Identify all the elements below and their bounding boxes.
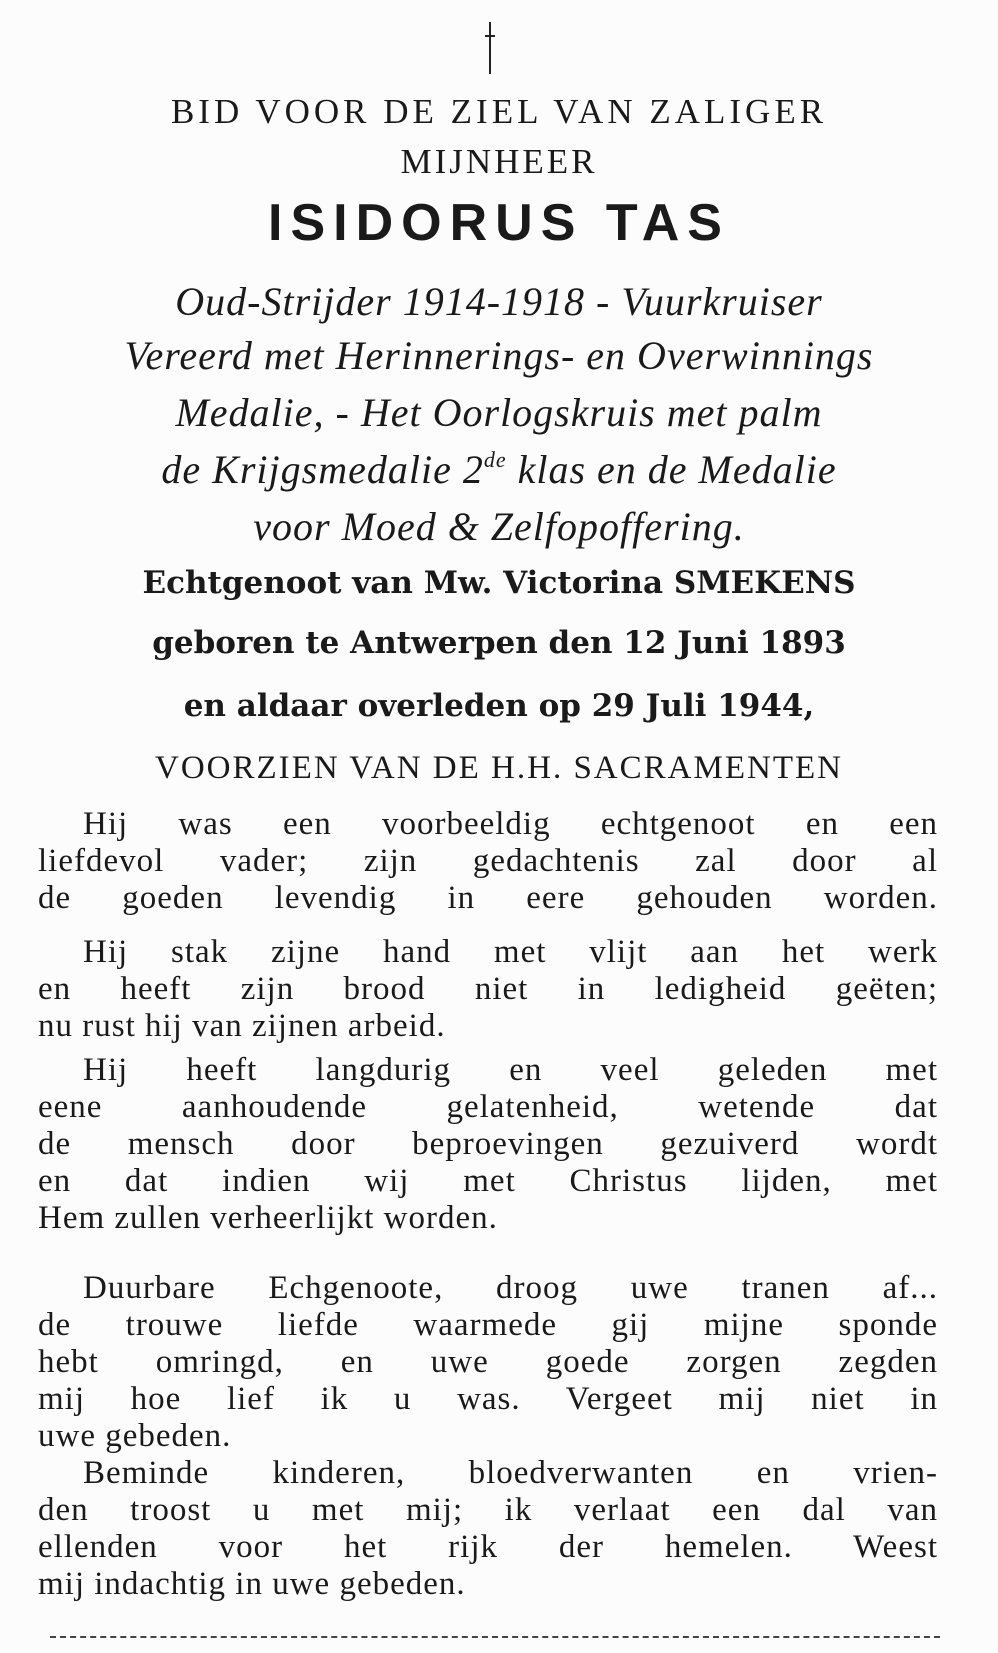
birth-line: geboren te Antwerpen den 12 Juni 1893 bbox=[152, 625, 846, 661]
death-line: en aldaar overleden op 29 Juli 1944, bbox=[183, 688, 815, 724]
title-line-3: Medalie, - Het Oorlogskruis met palm bbox=[175, 390, 823, 435]
title-line-4-after: klas en de Medalie bbox=[506, 447, 837, 492]
paragraph-2 bbox=[38, 934, 938, 1045]
paragraph-line: Hij was een voorbeeldig echtgenoot en een bbox=[83, 806, 938, 842]
paragraph-line: ellenden voor het rijk der hemelen. Weest bbox=[38, 1529, 938, 1565]
bottom-divider bbox=[50, 1636, 940, 1638]
header-line-2: MIJNHEER bbox=[400, 142, 598, 181]
title-line-4-before: de Krijgsmedalie 2 bbox=[161, 447, 484, 492]
paragraph-line: uwe gebeden. bbox=[38, 1418, 232, 1454]
paragraph-5 bbox=[38, 1455, 938, 1603]
paragraph-4 bbox=[38, 1270, 938, 1455]
title-line-5: voor Moed & Zelfopoffering. bbox=[253, 504, 745, 549]
paragraph-line: nu rust hij van zijnen arbeid. bbox=[38, 1008, 446, 1044]
spouse-line: Echtgenoot van Mw. Victorina SMEKENS bbox=[142, 565, 856, 601]
paragraph-1 bbox=[38, 806, 938, 917]
paragraph-line: en heeft zijn brood niet in ledigheid geëten; bbox=[38, 971, 938, 1007]
paragraph-line: Duurbare Echgenoote, droog uwe tranen af... bbox=[83, 1270, 938, 1306]
paragraph-3 bbox=[38, 1052, 938, 1237]
title-line-4 bbox=[0, 446, 998, 493]
title-line-2: Vereerd met Herinnerings- en Overwinnings bbox=[124, 333, 874, 378]
title-line-1: Oud-Strijder 1914-1918 - Vuurkruiser bbox=[175, 279, 823, 324]
paragraph-line: mij indachtig in uwe gebeden. bbox=[38, 1566, 466, 1602]
paragraph-line: mij hoe lief ik u was. Vergeet mij niet in bbox=[38, 1381, 938, 1417]
sacraments-line: VOORZIEN VAN DE H.H. SACRAMENTEN bbox=[155, 750, 843, 786]
paragraph-line: de trouwe liefde waarmede gij mijne sponde bbox=[38, 1307, 938, 1343]
latin-cross-icon bbox=[485, 22, 495, 74]
paragraph-line: hebt omringd, en uwe goede zorgen zegden bbox=[38, 1344, 938, 1380]
deceased-name: ISIDORUS TAS bbox=[268, 194, 730, 252]
paragraph-line: den troost u met mij; ik verlaat een dal van bbox=[38, 1492, 938, 1528]
paragraph-line: de goeden levendig in eere gehouden worden. bbox=[38, 880, 938, 916]
paragraph-line: Beminde kinderen, bloedverwanten en vrien- bbox=[83, 1455, 938, 1491]
paragraph-line: Hij stak zijne hand met vlijt aan het werk bbox=[83, 934, 938, 970]
paragraph-line: liefdevol vader; zijn gedachtenis zal door al bbox=[38, 843, 938, 879]
paragraph-line: Hij heeft langdurig en veel geleden met bbox=[83, 1052, 938, 1088]
paragraph-line: Hem zullen verheerlijkt worden. bbox=[38, 1200, 498, 1236]
paragraph-line: en dat indien wij met Christus lijden, met bbox=[38, 1163, 938, 1199]
title-line-4-superscript: de bbox=[483, 447, 507, 472]
header-line-1: BID VOOR DE ZIEL VAN ZALIGER bbox=[170, 92, 828, 131]
paragraph-line: de mensch door beproevingen gezuiverd wordt bbox=[38, 1126, 938, 1162]
paragraph-line: eene aanhoudende gelatenheid, wetende dat bbox=[38, 1089, 938, 1125]
